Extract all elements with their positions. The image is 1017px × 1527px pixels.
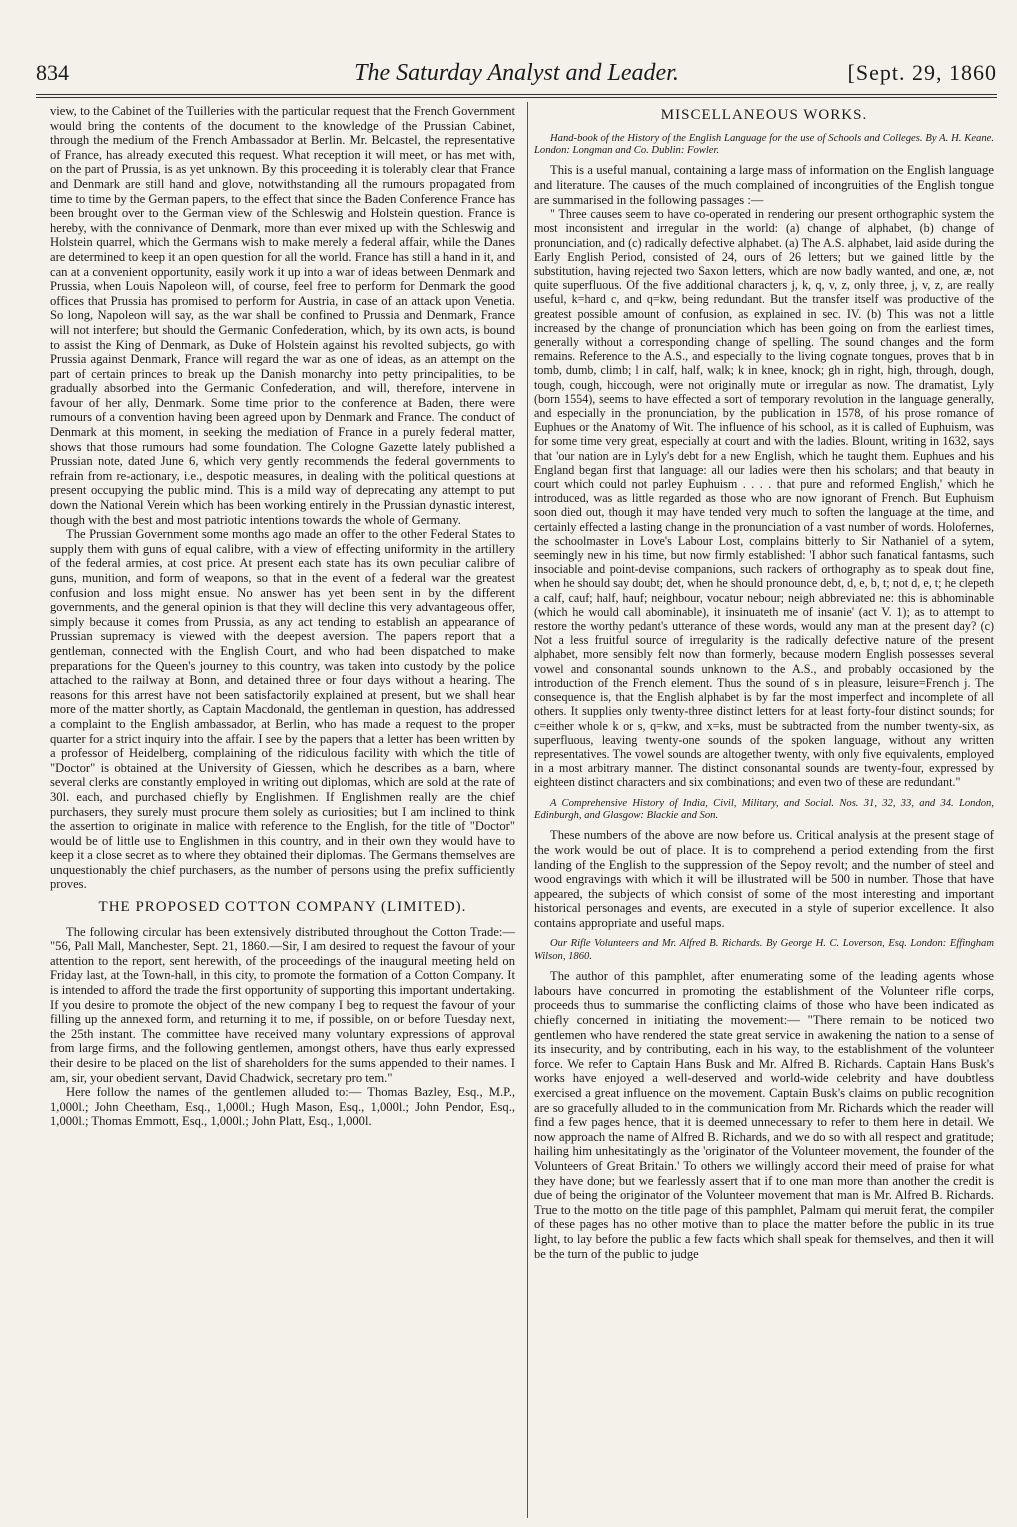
page-header	[36, 60, 997, 94]
book-citation: Hand-book of the History of the English Language for the use of Schools and Colleges. By A. H. Keane. London: Longman and Co. Dublin: Fowler.	[534, 132, 994, 156]
spacer	[534, 790, 994, 796]
review-paragraph: The author of this pamphlet, after enumerating some of the leading agents whose labours have concurred in promoting the establishment of the Volunteer rifle corps, proceeds thus to summarise the conflicting claims of those who have been indicated as chiefly concerned in initiating the movement:— "There remain to be noticed two gentlemen who have rendered the state great service in awakening the nation to a sense of its insecurity, and by contributing, each in his way, to the establishment of the volunteer force. We refer to Captain Hans Busk and Mr. Alfred B. Richards. Captain Hans Busk's works have enjoyed a well-deserved and world-wide celebrity and have doubtless exercised a great influence on the movement. Captain Busk's claims on public recognition are so gracefully alluded to in the communication from Mr. Richards which the reader will find a few pages hence, that it is deemed unnecessary to refer to them here in detail. We now approach the name of Alfred B. Richards, and we do so with all respect and gratitude; hailing him unhesitatingly as the 'originator of the Volunteer movement, the founder of the Volunteers of Great Britain.' To others we willingly accord their meed of praise for what they have done; but we fearlessly assert that if to one man more than another the credit is due of being the originator of the Volunteer movement that man is Mr. Alfred B. Richards. True to the motto on the title page of this pamphlet, Palmam qui meruit ferat, the compiler of these pages has no other motive than to place the matter before the public in its true light, to lay before the public a few facts which shall speak for themselves, and then it will be the turn of the public to judge	[534, 969, 994, 1261]
cotton-company-heading: THE PROPOSED COTTON COMPANY (LIMITED).	[98, 899, 467, 916]
book-citation: Our Rifle Volunteers and Mr. Alfred B. Richards. By George H. C. Loverson, Esq. London: Effingham Wilson, 1860.	[534, 938, 994, 962]
column-divider	[527, 102, 528, 1518]
spacer	[534, 930, 994, 936]
publication-title: The Saturday Analyst and Leader.	[354, 60, 679, 86]
right-column	[534, 104, 994, 1261]
issue-date: [Sept. 29, 1860	[847, 60, 997, 85]
header-rule	[36, 94, 997, 95]
miscellaneous-works-heading: MISCELLANEOUS WORKS.	[660, 107, 868, 123]
book-citation: A Comprehensive History of India, Civil, Military, and Social. Nos. 31, 32, 33, and 34. London, Edinburgh, and Glasgow: Blackie and Son.	[534, 797, 994, 821]
cotton-subscribers-paragraph: Here follow the names of the gentlemen alluded to:— Thomas Bazley, Esq., M.P., 1,000l.; John Cheetham, Esq., 1,000l.; Hugh Mason, Esq., 1,000l.; John Pendor, Esq., 1,000l.; Thomas Emmott, Esq., 1,000l.; John Platt, Esq., 1,000l.	[50, 1085, 515, 1129]
review-paragraph: These numbers of the above are now before us. Critical analysis at the present stage of the work would be out of place. It is to comprehend a period extending from the first landing of the English to the suppression of the Sepoy revolt; and the number of steel and wood engravings with which it will be illustrated will be 500 in number. Those that have appeared, the subjects of which consist of some of the most interesting and important historical personages and events, are executed in a style of superior excellence. It also contains appropriate and useful maps.	[534, 828, 994, 930]
left-column	[50, 104, 515, 1129]
quoted-passage: " Three causes seem to have co-operated in rendering our present orthographic system the most inconsistent and irregular in the world: (a) change of alphabet, (b) change of pronunciation, and (c) radically defective alphabet. (a) The A.S. alphabet, laid aside during the Early English Period, consisted of 24, ours of 26 letters; but we gained little by the substitution, having rejected two Saxon letters, which are now badly wanted, and one, æ, not quite superfluous. Of the five additional characters j, k, q, v, z, only three, j, v, z, are really useful, k=hard c, and q=kw, being redundant. But the transfer itself was productive of the greatest possible amount of confusion, as explained in sec. IV. (b) This was not a little increased by the change of pronunciation which has been going on from the earliest times, generally without a corresponding change of spelling. The sound changes and the form remains. Reference to the A.S., and especially to the living cognate tongues, proves that b in tomb, dumb, climb; l in calf, half, walk; k in knee, knock; gh in right, high, through, dough, tough, cough, hiccough, were not originally mute or irregular as now. The dramatist, Lyly (born 1554), seems to have effected a sort of temporary revolution in the language generally, and especially in the pronunciation, by the publication in 1578, of his prose romance of Euphues or the Anatomy of Wit. The influence of his school, as it is called of Euphuism, was for some time very great, especially at court and with the ladies. Blount, writing in 1632, says that 'our nation are in Lyly's debt for a new English, which he taught them. Euphues and his England began first that language: all our ladies were then his scholars; and that beauty in court which could not parley Euphuism . . . . that pure and reformed English,' which he introduced, was as little regarded as those who are now ignorant of French. But Euphuism soon died out, though it may have tended very much to soften the language at the time, and certainly effected a lasting change in the pronunciation of a vast number of words. Holofernes, the schoolmaster in Love's Labour Lost, complains bitterly to Sir Nathaniel of a sytem, seemingly new in his time, but now firmly established: 'I abhor such fanatical fantasms, such insociable and point-devise companions, such rackers of orthography as to speak dout fine, when he should say doubt; det, when he should pronounce debt, d, e, b, t; not d, e, t; he clepeth a calf, cauf; half, hauf; neighbour, vocatur nebour; neigh abbreviated ne: this is abhominable (which he would call abominable), it insinuateth me of insanie' (act V. 1); as to attempt to restore the worthy pedant's utterance of these words, would any man at the present day? (c) Not a less fruitful source of irregularity is the radically defective nature of the present alphabet, more sensibly felt now than formerly, because modern English possesses several vowel and consonantal sounds unknown to the A.S., and probably occasioned by the introduction of the French element. Thus the sound of s in pleasure, leisure=French j. The consequence is, that the English alphabet is by far the most imperfect and incomplete of all others. It supplies only twenty-three distinct letters for at least forty-four distinct sounds; for c=either whole k or s, q=kw, and x=ks, must be subtracted from the number twenty-six, as superfluous, leaving twenty-one sounds of the spoken language, without any written representatives. The vowel sounds are altogether twenty, with only five equivalents, employed in a most arbitrary manner. The distinct consonantal sounds are twenty-four, expressed by eighteen distinct characters and six combinations; and even two of these are redundant."	[534, 207, 994, 790]
page-number: 834	[36, 60, 69, 85]
cotton-circular-paragraph: The following circular has been extensively distributed throughout the Cotton Trade:— "56, Pall Mall, Manchester, Sept. 21, 1860.—Sir, I am desired to request the favour of your attention to the report, sent herewith, of the proceedings of the inaugural meeting held on Friday last, at the Town-hall, in this city, to promote the formation of a Cotton Company. It is intended to afford the trade the first opportunity of supporting this important undertaking. If you desire to promote the object of the new company I beg to request the favour of your filling up the annexed form, and returning it to me, if possible, on or before Tuesday next, the 25th instant. The committee have received many voluntary expressions of approval from large firms, and the following gentlemen, amongst others, have thus early expressed their desire to be placed on the list of shareholders for the sums appended to their names. I am, sir, your obedient servant, David Chadwick, secretary pro tem."	[50, 924, 515, 1085]
article-paragraph: view, to the Cabinet of the Tuilleries with the particular request that the French Government would bring the contents of the document to the knowledge of the Prussian Cabinet, through the medium of the French Ambassador at Berlin. Mr. Belcastel, the representative of France, has already executed this request. What reception it will meet, or has met with, on the part of Prussia, is as yet unknown. By this proceeding it is tolerably clear that France and Denmark are still hand and glove, notwithstanding all the rumours propagated from time to time by the German papers, to the effect that since the Baden Conference France has been brought over to the German view of the Schleswig and Holstein question. France is hereby, with the connivance of Denmark, more than ever mixed up with the Schleswig and Holstein quarrel, which the Germans wish to make merely a federal affair, while the Danes are determined to keep it an open question for all the world. France has still a hand in it, and can at a convenient opportunity, easily work it up into a war of ideas between Denmark and Prussia, when Louis Napoleon will, of course, feel free to perform for Denmark the good offices that Prussia has promised to perform for Austria, in case of an attack upon Venetia. So long, Napoleon will say, as the war shall be confined to Prussia and Denmark, France will not interfere; but should the Germanic Confederation, which, by its own acts, is bound to assist the King of Denmark, as Duke of Holstein against his revolted subjects, go with Prussia against Denmark, France will regard the war as one of ideas, as an attempt on the part of certain princes to break up the Danish monarchy into petty principalities, to be gradually absorbed into the Germanic Confederation, and will, therefore, intervene in favour of her ally, Denmark. Some time prior to the conference at Baden, there were rumours of a convention having been agreed upon by Denmark and France. The conduct of Denmark at this moment, in seeking the mediation of France in a purely federal matter, shows that those rumours had some foundation. The Cologne Gazette lately published a Prussian note, dated June 6, which very gently recommends the federal governments to refrain from re-actionary, i.e., despotic measures, in dealing with the political questions at present occupying the public mind. This is a mild way of deprecating any attempt to put down the National Verein which has been working entirely in the Prussian dynastic interest, though with the best and most patriotic intentions towards the whole of Germany.	[50, 104, 515, 527]
header-rule-thin	[36, 97, 997, 98]
article-paragraph: The Prussian Government some months ago made an offer to the other Federal States to supply them with guns of equal calibre, with a view of effecting uniformity in the artillery of the federal armies, at cost price. At present each state has its own peculiar calibre of guns, munition, and form of weapons, so that in the event of a federal war the greatest confusion and loss might ensue. No answer has yet been sent in by the different governments, and the general opinion is that they will decline this very advantageous offer, simply because it comes from Prussia, as any act tending to establish an appearance of Prussian supremacy is viewed with the deepest aversion. The papers report that a gentleman, connected with the English Court, and who had been dispatched to make preparations for the Queen's journey to this country, was taken into custody by the police attached to the railway at Bonn, and detained three or four days without a hearing. The reasons for this arrest have not been satisfactorily explained at present, but we shall hear more of the matter shortly, as Captain Macdonald, the gentleman in question, has addressed a complaint to the English ambassador, at Berlin, who has made a request to the proper quarter for a strict inquiry into the affair. I see by the papers that a letter has been written by a professor of Heidelberg, complaining of the ridiculous facility with which the title of "Doctor" is obtained at the University of Giessen, which he describes as a barn, where several clerks are constantly employed in writing out diplomas, which are sold at the rate of 30l. each, and purchased chiefly by Englishmen. If Englishmen really are the chief purchasers, they surely must procure them solely as curiosities; but I am inclined to think the assertion to originate in malice with reference to the English, for the title of "Doctor" would be of little use to Englishmen in this country, and in their own they would have to keep it a close secret as to where they obtained their diplomas. The Germans themselves are unquestionably the chief purchasers, as the number of persons using the prefix sufficiently proves.	[50, 527, 515, 892]
review-paragraph: This is a useful manual, containing a large mass of information on the English language and literature. The causes of the much complained of incongruities of the English tongue are summarised in the following passages :—	[534, 163, 994, 207]
